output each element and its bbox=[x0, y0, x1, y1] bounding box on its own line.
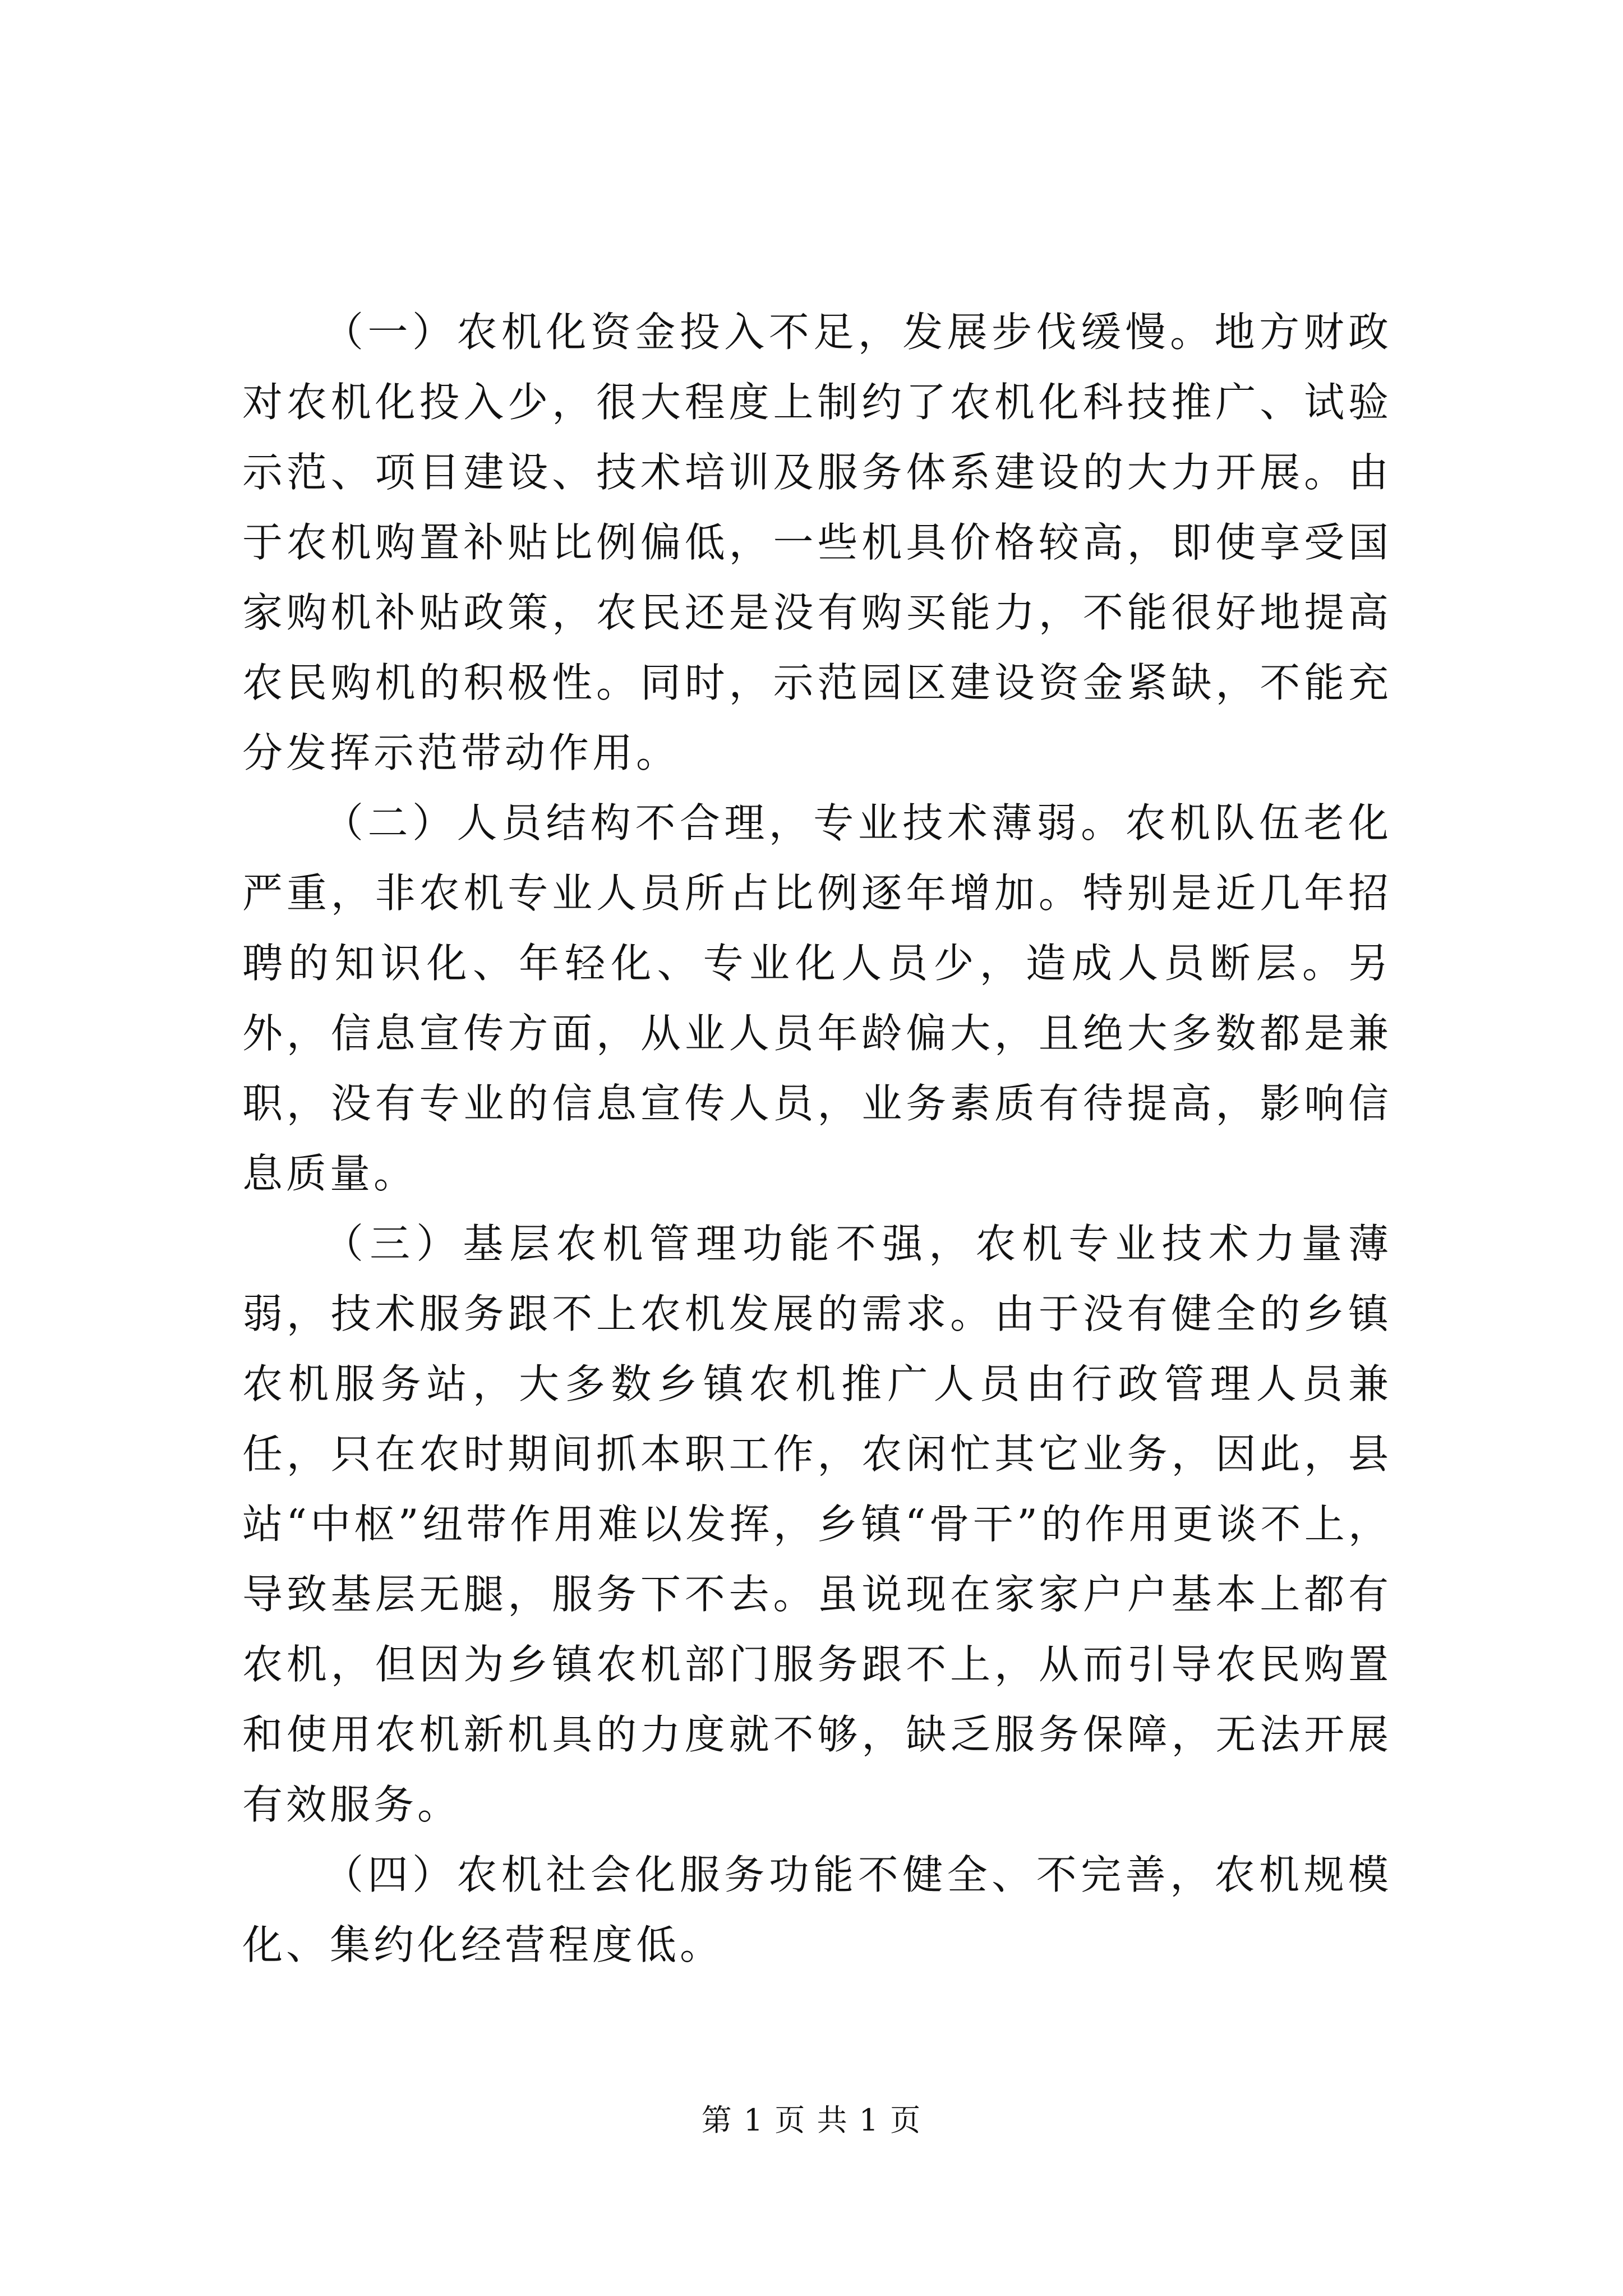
paragraph-3: （三）基层农机管理功能不强，农机专业技术力量薄弱，技术服务跟不上农机发展的需求。由于没有健全的乡镇农机服务站，大多数乡镇农机推广人员由行政管理人员兼任，只在农时期间抓本职工作，农闲忙其它业务，因此，县站“中枢”纽带作用难以发挥，乡镇“骨干”的作用更谈不上，导致基层无腿，服务下不去。虽说现在家家户户基本上都有农机，但因为乡镇农机部门服务跟不上，从而引导农民购置和使用农机新机具的力度就不够，缺乏服务保障，无法开展有效服务。 bbox=[242, 1220, 1392, 1828]
document-body bbox=[242, 297, 1392, 1980]
page-footer: 第 1 页 共 1 页 bbox=[701, 2102, 922, 2138]
paragraph-4: （四）农机社会化服务功能不健全、不完善，农机规模化、集约化经营程度低。 bbox=[242, 1851, 1392, 1968]
paragraph-1: （一）农机化资金投入不足，发展步伐缓慢。地方财政对农机化投入少，很大程度上制约了农机化科技推广、试验示范、项目建设、技术培训及服务体系建设的大力开展。由于农机购置补贴比例偏低，一些机具价格较高，即使享受国家购机补贴政策，农民还是没有购买能力，不能很好地提高农民购机的积极性。同时，示范园区建设资金紧缺，不能充分发挥示范带动作用。 bbox=[242, 309, 1392, 776]
paragraph-2: （二）人员结构不合理，专业技术薄弱。农机队伍老化严重，非农机专业人员所占比例逐年增加。特别是近几年招聘的知识化、年轻化、专业化人员少，造成人员断层。另外，信息宣传方面，从业人员年龄偏大，且绝大多数都是兼职，没有专业的信息宣传人员，业务素质有待提高，影响信息质量。 bbox=[242, 799, 1392, 1197]
